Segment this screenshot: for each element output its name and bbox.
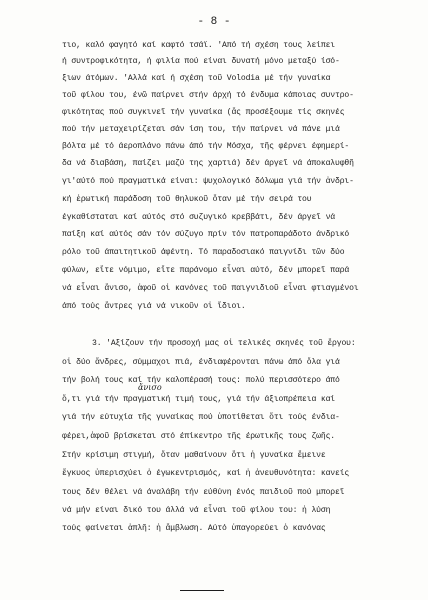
text-line: φικότητας πού συγκινεῖ τήν γυναίκα (ἄς προσέξουμε τίς σκηνές: [62, 108, 345, 117]
text-line: ή συντροφικότητα, ή φιλία πού είναι δυνατή μόνο μεταξύ ίσό-: [62, 57, 340, 66]
text-line: τους δέν θέλει νά άναλάβη τήν εύθύνη ένός παιδιοῦ πού μπορεῖ: [62, 488, 345, 497]
handwritten-margin-note: ἄνισο: [138, 383, 162, 392]
text-line: νά μήν είναι δικό του άλλά νά εἶναι τοῦ φίλου του: ἡ λύση: [62, 506, 331, 515]
text-line: γιά τήν εύτυχία τῆς γυναίκας πού ὑποτίθεται ὅτι τούς ένδια-: [62, 413, 340, 422]
text-line: ἔγκυος ὑπερισχύει ὁ έγωκεντρισμός, καί ἡ ἀνευθυνότητα: κανείς: [62, 469, 350, 478]
text-line: βόλτα μέ τό άεροπλάνο πάνω άπό τήν Μόσχα, τῆς φέρνει έφημερί-: [62, 142, 350, 151]
text-line: τούς φαίνεται ἁπλῆ: ἡ ἄμβλωση. Αύτό ὑπαγορεύει ὁ κανόνας: [62, 524, 326, 533]
text-line: κή ἐρωτική παράδοση τοῦ θηλυκοῦ ὅταν μέ τήν σειρά του: [62, 195, 312, 204]
text-line: δα νά διαβάση, παίζει μαζύ της χαρτιά) δέν άργεῖ νά άποκαλυφθῆ: [62, 159, 354, 168]
text-line: Στήν κρίσιμη στιγμή, ὅταν μαθαίνουν ὅτι ἡ γυναίκα ἔμεινε: [62, 451, 326, 460]
text-line: νά εἶναι ἄνισο, ἀφοῦ οἱ κανόνες τοῦ παιγνιδιοῦ εἶναι φτιαγμένοι: [62, 284, 359, 293]
underline-mark: [180, 590, 224, 591]
page-number: - 8 -: [197, 16, 231, 28]
text-line: γι'αύτό πού πραγματικά είναι: ψυχολογικό δόλωμα γιά τήν ἀνδρι-: [62, 177, 354, 186]
text-line: οἱ δύο ἄνδρες, σύμμαχοι πιά, ένδιαφέρονται πάνω άπό ὅλα γιά: [62, 358, 340, 367]
text-line: τιο, καλό φαγητό καί καφτό τσάϊ. 'Από τή σχέση τους λείπει: [62, 41, 336, 50]
text-line: έγκαθίσταται καί αύτός στό συζυγικό κρεββάτι, δέν άργεῖ νά: [62, 213, 336, 222]
text-line: παίξη καί αύτός σάν τόν σύζυγο πρίν τόν πατροπαράδοτο άνδρικό: [62, 230, 350, 239]
text-line: φύλων, εἴτε νόμιμο, εἴτε παράνομο εἶναι αύτό, δέν μπορεῖ παρά: [62, 266, 350, 275]
text-line: άπό τούς ἄντρες γιά νά νικοῦν οἱ ἴδιοι.: [62, 302, 246, 311]
text-line: πού τήν μεταχειρίζεται σάν ίση του, τήν παίρνει νά πάνε μιά: [62, 125, 340, 134]
text-line: ὅ,τι γιά τήν πραγματική τιμή τους, γιά τήν άξιοπρέπεια καί: [62, 395, 336, 404]
text-line: ξιων άτόμων. 'Αλλά καί ή σχέση τοῦ Volodia μέ τήν γυναίκα: [62, 74, 331, 83]
text-line: 3. 'Αξίζουν τήν προσοχή μας οἱ τελικές σκηνές τοῦ ἔργου:: [92, 339, 356, 348]
text-line: ρόλο τοῦ άπαιτητικοῦ άφέντη. Τό παραδοσιακό παιγνίδι τῶν δύο: [62, 248, 345, 257]
text-line: τοῦ φίλου του, ένῶ παίρνει στήν άρχή τό ένδυμα κάποιας συντρο-: [62, 91, 354, 100]
text-line: τήν βολή τους καί τήν καλοπέρασή τους: πολύ περισσότερο άπό: [62, 376, 340, 385]
text-line: φέρει,ἀφοῦ βρίσκεται στό έπίκεντρο τῆς έρωτικῆς τους ζωῆς.: [62, 432, 336, 441]
